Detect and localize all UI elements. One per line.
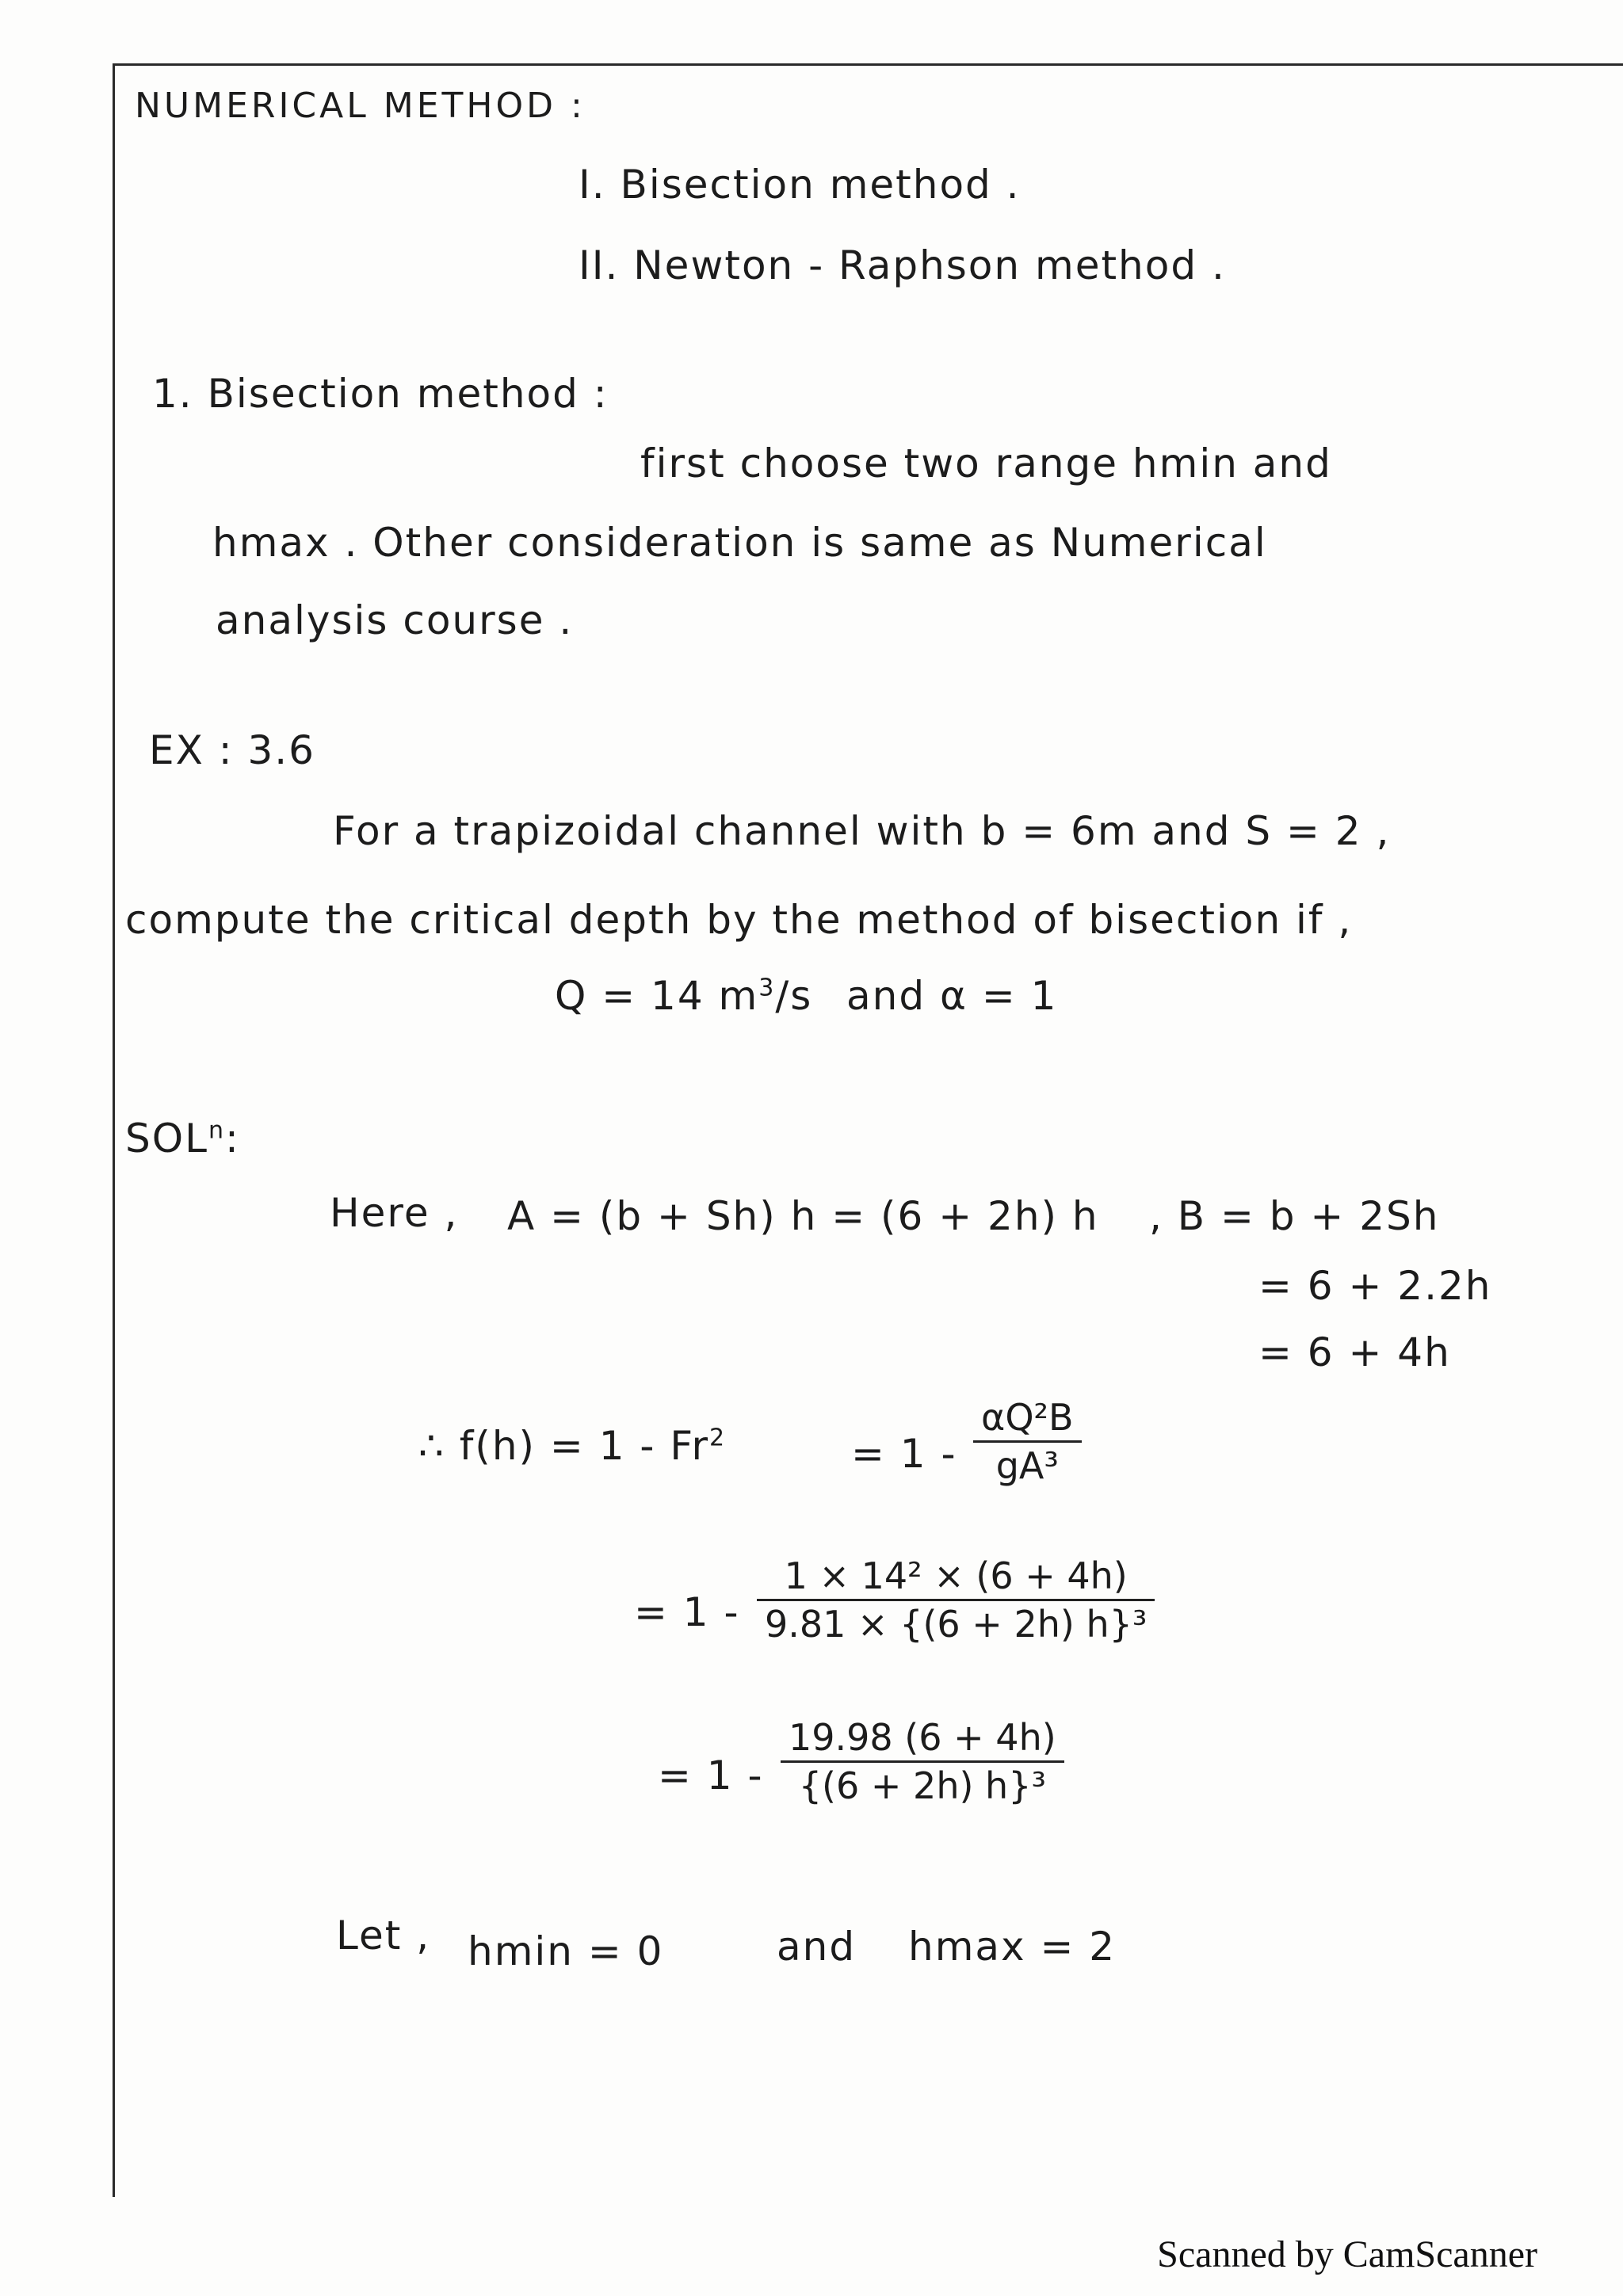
flow-rate-exponent: 3 — [758, 974, 776, 1002]
example-label: EX : 3.6 — [149, 727, 315, 773]
let-label: Let , — [336, 1913, 431, 1958]
hmin-value: hmin = 0 — [468, 1928, 664, 1974]
froude-function-lhs — [418, 1423, 727, 1469]
page-heading: NUMERICAL METHOD : — [135, 86, 586, 126]
solution-label — [125, 1116, 240, 1161]
froude-fraction-1-denominator: gA³ — [995, 1444, 1059, 1487]
froude-eq-1-sign: = 1 - — [851, 1431, 957, 1477]
method-item-newton-raphson: II. Newton - Raphson method . — [579, 242, 1226, 288]
top-width-equation-1: , B = b + 2Sh — [1149, 1193, 1440, 1239]
hmax-value: hmax = 2 — [908, 1924, 1117, 1970]
and-word: and — [777, 1924, 857, 1970]
area-equation: A = (b + Sh) h = (6 + 2h) h — [507, 1193, 1099, 1239]
froude-function-lhs-text: ∴ f(h) = 1 - Fr — [418, 1423, 710, 1469]
top-width-equation-2: = 6 + 2.2h — [1258, 1263, 1492, 1309]
solution-label-colon: : — [224, 1116, 240, 1161]
flow-rate-unit: /s — [775, 973, 813, 1019]
example-alpha: and α = 1 — [846, 973, 1058, 1019]
example-flow-rate — [555, 973, 813, 1019]
froude-fraction-2-numerator: 1 × 14² × (6 + 4h) — [784, 1554, 1128, 1597]
froude-fraction-2-denominator: 9.81 × {(6 + 2h) h}³ — [765, 1603, 1148, 1646]
example-text-line-1: For a trapizoidal channel with b = 6m and S = 2 , — [333, 808, 1391, 854]
froude-eq-2-sign: = 1 - — [634, 1589, 740, 1635]
froude-exponent: 2 — [709, 1424, 727, 1452]
section-text-line-3: analysis course . — [216, 597, 574, 643]
froude-fraction-3-numerator: 19.98 (6 + 4h) — [789, 1716, 1056, 1759]
here-label: Here , — [330, 1190, 459, 1236]
section-title: 1. Bisection method : — [152, 371, 609, 417]
section-text-line-2: hmax . Other consideration is same as Numerical — [212, 520, 1267, 566]
scanner-watermark: Scanned by CamScanner — [1157, 2233, 1537, 2275]
solution-label-sup: n — [208, 1116, 225, 1145]
froude-fraction-3 — [781, 1714, 1064, 1809]
section-text-line-1: first choose two range hmin and — [640, 441, 1332, 486]
froude-fraction-2 — [757, 1553, 1155, 1647]
froude-fraction-1-numerator: αQ²B — [981, 1396, 1074, 1439]
froude-eq-3-sign: = 1 - — [658, 1753, 764, 1798]
flow-rate-prefix: Q = 14 m — [555, 973, 759, 1019]
top-width-equation-3: = 6 + 4h — [1258, 1329, 1451, 1375]
froude-fraction-1 — [973, 1394, 1082, 1489]
froude-fraction-3-denominator: {(6 + 2h) h}³ — [798, 1764, 1046, 1807]
solution-label-text: SOL — [125, 1116, 208, 1161]
method-item-bisection: I. Bisection method . — [579, 162, 1021, 208]
example-text-line-2: compute the critical depth by the method of bisection if , — [125, 897, 1353, 943]
